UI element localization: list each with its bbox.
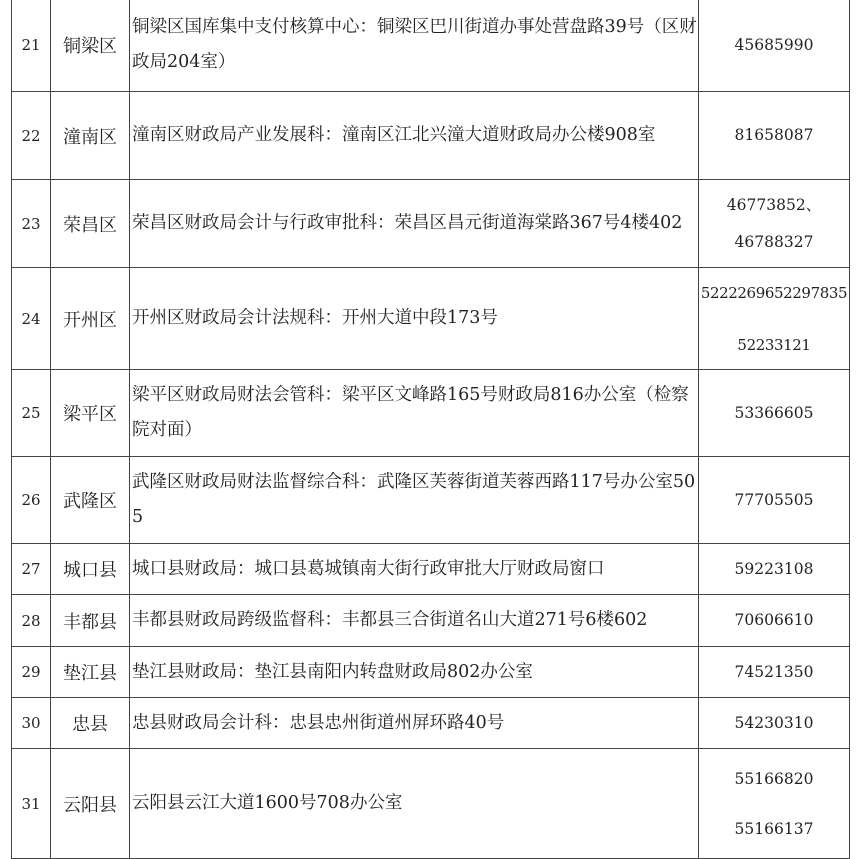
district-name: 武隆区 <box>51 457 130 544</box>
office-address: 丰都县财政局跨级监督科：丰都县三合街道名山大道271号6楼602 <box>130 595 699 647</box>
row-number: 26 <box>12 457 51 544</box>
phone-number: 46773852、 <box>726 195 822 214</box>
row-number: 25 <box>12 370 51 457</box>
row-number: 24 <box>12 268 51 370</box>
district-name: 铜梁区 <box>51 0 130 92</box>
row-number: 28 <box>12 595 51 647</box>
phone-number: 52233121 <box>737 335 811 354</box>
phone-number: 54230310 <box>734 713 814 732</box>
phone-number: 53366605 <box>734 403 814 422</box>
office-address: 忠县财政局会计科：忠县忠州街道州屏环路40号 <box>130 698 699 749</box>
phone-cell <box>699 544 850 595</box>
district-name: 潼南区 <box>51 92 130 180</box>
office-address: 铜梁区国库集中支付核算中心：铜梁区巴川街道办事处营盘路39号（区财政局204室） <box>130 0 699 92</box>
table-row <box>12 92 850 180</box>
table-row <box>12 180 850 268</box>
phone-cell <box>699 457 850 544</box>
office-address: 梁平区财政局财法会管科：梁平区文峰路165号财政局816办公室（检察院对面） <box>130 370 699 457</box>
line-gap <box>699 306 849 332</box>
row-number: 31 <box>12 749 51 859</box>
district-name: 梁平区 <box>51 370 130 457</box>
phone-number: 81658087 <box>734 126 814 144</box>
phone-cell <box>699 749 850 859</box>
table-row <box>12 647 850 698</box>
district-name: 城口县 <box>51 544 130 595</box>
phone-number: 45685990 <box>734 35 814 54</box>
office-address: 云阳县云江大道1600号708办公室 <box>130 749 699 859</box>
phone-number: 70606610 <box>734 611 814 629</box>
phone-number: 55166137 <box>734 819 814 838</box>
district-name: 丰都县 <box>51 595 130 647</box>
table-row <box>12 749 850 859</box>
phone-number: 77705505 <box>734 490 814 509</box>
row-number: 21 <box>12 0 51 92</box>
phone-number: 5222269652297835 <box>700 283 848 302</box>
phone-cell <box>699 92 850 180</box>
phone-cell <box>699 180 850 268</box>
office-address: 开州区财政局会计法规科：开州大道中段173号 <box>130 268 699 370</box>
table-row <box>12 544 850 595</box>
phone-cell <box>699 595 850 647</box>
phone-cell <box>699 268 850 370</box>
contact-table <box>11 0 850 859</box>
table-row <box>12 698 850 749</box>
row-number: 30 <box>12 698 51 749</box>
table-row <box>12 595 850 647</box>
district-name: 忠县 <box>51 698 130 749</box>
office-address: 垫江县财政局：垫江县南阳内转盘财政局802办公室 <box>130 647 699 698</box>
row-number: 22 <box>12 92 51 180</box>
phone-number: 55166820 <box>734 769 814 788</box>
table-row <box>12 268 850 370</box>
table-row <box>12 0 850 92</box>
table-row <box>12 457 850 544</box>
district-name: 开州区 <box>51 268 130 370</box>
office-address: 城口县财政局：城口县葛城镇南大街行政审批大厅财政局窗口 <box>130 544 699 595</box>
phone-cell <box>699 0 850 92</box>
phone-number: 59223108 <box>734 559 814 578</box>
phone-cell <box>699 647 850 698</box>
district-name: 荣昌区 <box>51 180 130 268</box>
row-number: 27 <box>12 544 51 595</box>
office-address: 荣昌区财政局会计与行政审批科：荣昌区昌元街道海棠路367号4楼402 <box>130 180 699 268</box>
phone-cell <box>699 370 850 457</box>
phone-cell <box>699 698 850 749</box>
row-number: 23 <box>12 180 51 268</box>
district-name: 垫江县 <box>51 647 130 698</box>
office-address: 潼南区财政局产业发展科：潼南区江北兴潼大道财政局办公楼908室 <box>130 92 699 180</box>
district-name: 云阳县 <box>51 749 130 859</box>
table-row <box>12 370 850 457</box>
office-address: 武隆区财政局财法监督综合科：武隆区芙蓉街道芙蓉西路117号办公室505 <box>130 457 699 544</box>
row-number: 29 <box>12 647 51 698</box>
phone-number: 74521350 <box>734 662 814 681</box>
phone-number: 46788327 <box>734 232 814 251</box>
